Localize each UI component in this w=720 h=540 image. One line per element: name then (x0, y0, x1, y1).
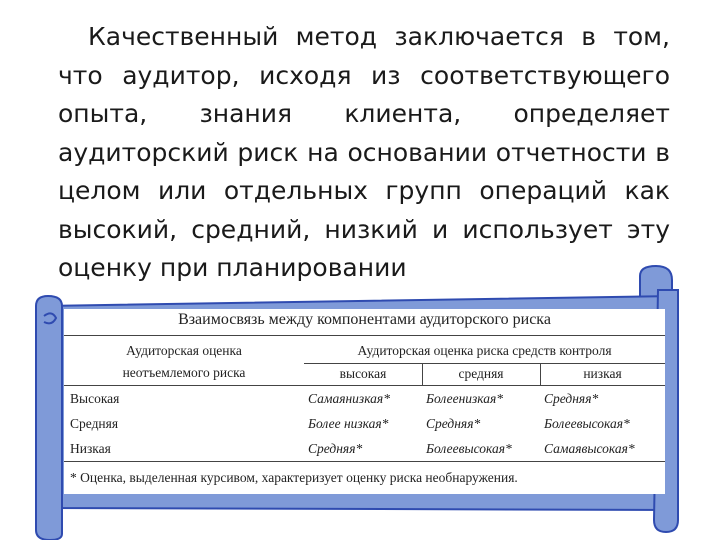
cell-value: Более низкая* (308, 416, 389, 431)
rule (304, 363, 665, 364)
col-header-low: низкая (583, 366, 622, 381)
cell-value: Болеевысокая* (426, 441, 512, 456)
row-header-line2: неотъемлемого риска (122, 365, 246, 380)
table-footnote: * Оценка, выделенная курсивом, характеризует оценку риска необнаружения. (70, 470, 518, 485)
cell-value: Болеенизкая* (426, 391, 504, 406)
rule (64, 461, 665, 462)
col-header-medium: средняя (458, 366, 504, 381)
cell-value: Болеевысокая* (544, 416, 630, 431)
cell-value: Средняя* (544, 391, 599, 406)
row-label: Средняя (70, 416, 119, 431)
cell-value: Самаявысокая* (544, 441, 635, 456)
column-group-header: Аудиторская оценка риска средств контроля (357, 343, 612, 358)
rule (64, 335, 665, 336)
cell-value: Средняя* (426, 416, 481, 431)
scroll-left-roll (36, 296, 62, 540)
risk-table (64, 309, 665, 494)
row-label: Высокая (70, 391, 120, 406)
cell-value: Средняя* (308, 441, 363, 456)
row-header-line1: Аудиторская оценка (126, 343, 242, 358)
col-header-high: высокая (339, 366, 387, 381)
table-title: Взаимосвязь между компонентами аудиторского риска (178, 311, 551, 328)
row-label: Низкая (70, 441, 111, 456)
rule (64, 385, 665, 386)
cell-value: Самаянизкая* (308, 391, 390, 406)
main-paragraph: Качественный метод заключается в том, что аудитор, исходя из соответствующего опыта, знания клиента, определяет аудиторский риск на основании отчетности в целом или отдельных групп операций как высокий, средний, низкий и использует эту оценку при планировании (58, 22, 670, 282)
